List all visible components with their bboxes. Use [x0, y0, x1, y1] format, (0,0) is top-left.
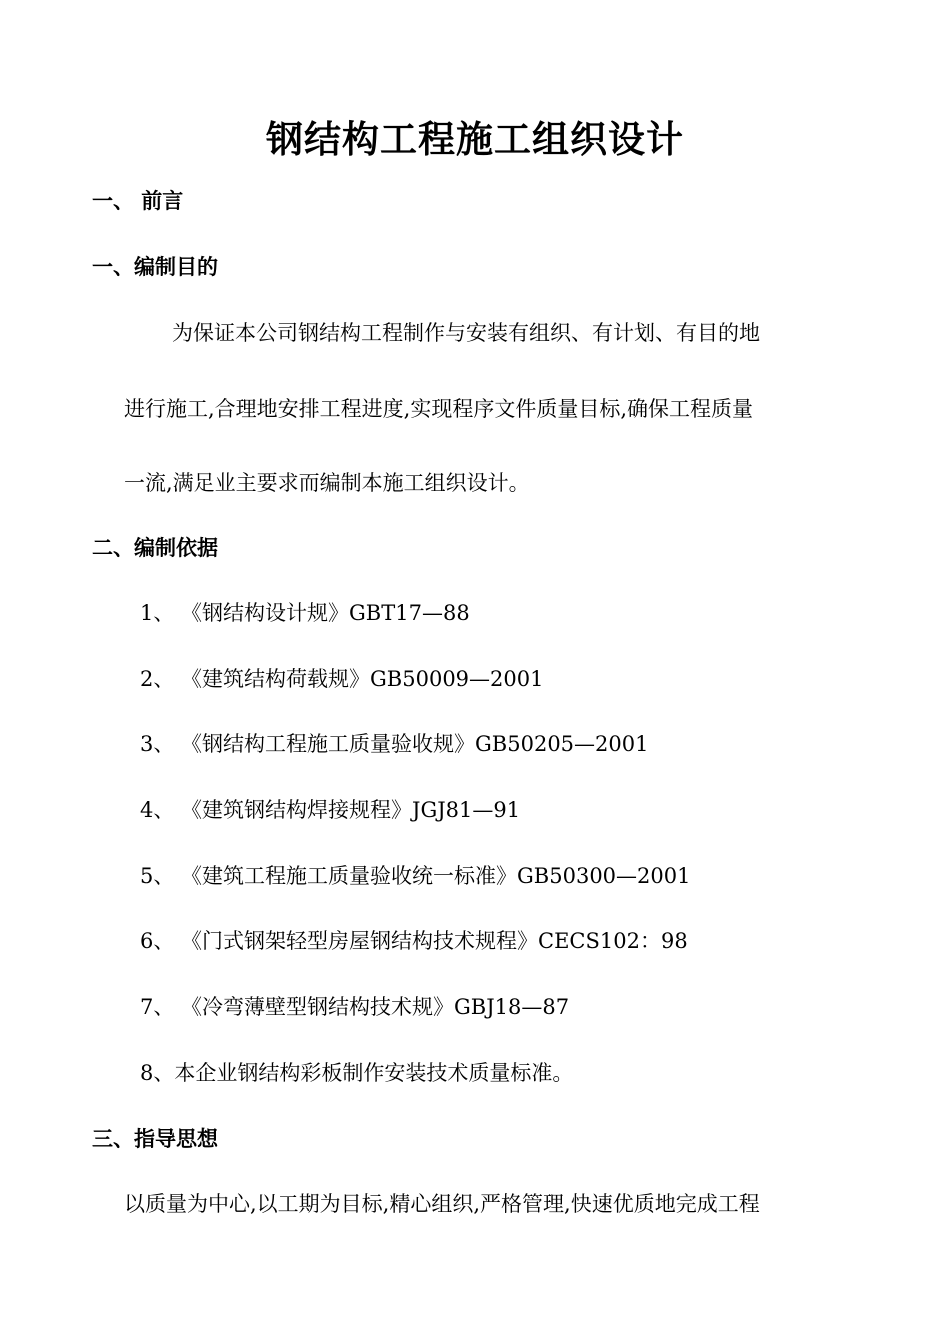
basis-item-8: 8、本企业钢结构彩板制作安装技术质量标准。	[140, 1061, 574, 1085]
section-heading-preface: 一、 前言	[92, 189, 184, 213]
section-heading-purpose: 一、编制目的	[92, 255, 218, 279]
document-title: 钢结构工程施工组织设计	[266, 118, 684, 161]
purpose-line-3: 一流,满足业主要求而编制本施工组织设计。	[124, 471, 530, 495]
basis-item-3: 3、 《钢结构工程施工质量验收规》GB50205—2001	[140, 732, 649, 756]
basis-item-6: 6、 《门式钢架轻型房屋钢结构技术规程》CECS102：98	[140, 929, 688, 953]
purpose-line-2: 进行施工,合理地安排工程进度,实现程序文件质量目标,确保工程质量	[124, 397, 754, 421]
basis-item-1: 1、 《钢结构设计规》GBT17—88	[140, 601, 470, 625]
section-heading-basis: 二、编制依据	[92, 536, 218, 560]
basis-item-5: 5、 《建筑工程施工质量验收统一标准》GB50300—2001	[140, 864, 691, 888]
basis-item-7: 7、 《冷弯薄壁型钢结构技术规》GBJ18—87	[140, 995, 570, 1019]
guiding-line-1: 以质量为中心,以工期为目标,精心组织,严格管理,快速优质地完成工程	[124, 1192, 760, 1216]
basis-item-2: 2、 《建筑结构荷载规》GB50009—2001	[140, 667, 544, 691]
basis-item-4: 4、 《建筑钢结构焊接规程》JGJ81—91	[140, 798, 521, 822]
purpose-line-1: 为保证本公司钢结构工程制作与安装有组织、有计划、有目的地	[172, 321, 760, 345]
section-heading-guiding: 三、指导思想	[92, 1127, 218, 1151]
